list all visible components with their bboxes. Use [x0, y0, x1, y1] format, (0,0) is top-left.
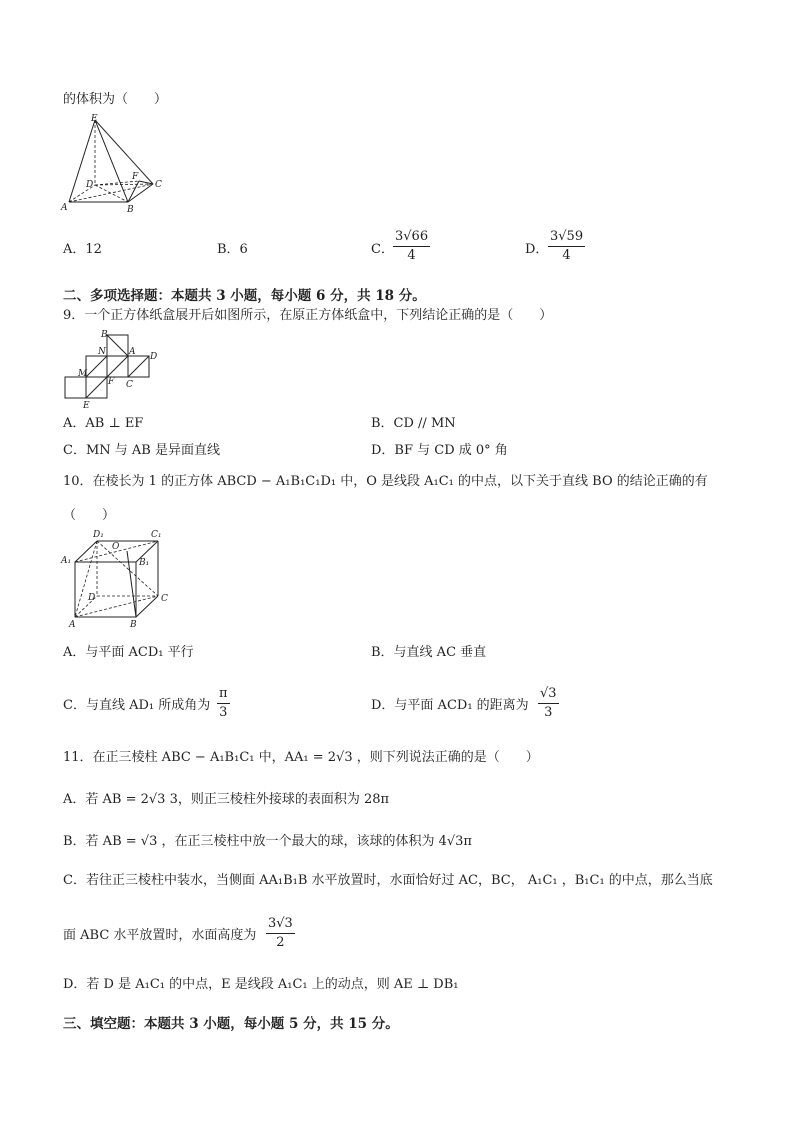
q8-option-b: B．6: [217, 242, 248, 257]
q9-label-E: E: [83, 401, 90, 411]
q8-option-d-letter: D．: [525, 242, 549, 257]
q11-option-c-numerator: 3√3: [266, 916, 295, 934]
q9-label-M: M: [78, 369, 88, 379]
q10-answer-paren: （ ）: [63, 508, 116, 523]
q11-option-c-line1: C．若往正三棱柱中装水，当侧面 AA₁B₁B 水平放置时，水面恰好过 AC，BC， A₁C₁ ，B₁C₁ 的中点，那么当底: [63, 873, 713, 888]
q9-cube-net-figure: [58, 326, 168, 412]
q8-stem-tail: 的体积为（ ）: [63, 92, 168, 107]
q9-option-c: C．MN 与 AB 是异面直线: [63, 443, 220, 458]
q10-label-C: C: [161, 594, 168, 604]
q10-option-d-fraction: [538, 686, 559, 721]
q9-label-D: D: [150, 352, 158, 362]
q8-label-C: C: [155, 180, 162, 190]
q8-label-D: D: [86, 180, 94, 190]
q9-label-A: A: [129, 347, 136, 357]
q9-option-b: B．CD // MN: [371, 416, 456, 431]
q11-stem: 11．在正三棱柱 ABC − A₁B₁C₁ 中，AA₁ = 2√3 ，则下列说法正确的是（ ）: [63, 750, 539, 765]
q10-label-D1: D₁: [93, 530, 104, 540]
q11-option-a: A．若 AB = 2√3 3，则正三棱柱外接球的表面积为 28π: [63, 792, 390, 807]
q10-cube-figure: [58, 527, 178, 633]
q10-option-d-numerator: √3: [538, 686, 559, 704]
section-2-heading: 二、多项选择题：本题共 3 小题，每小题 6 分，共 18 分。: [63, 288, 426, 304]
q8-label-F: F: [132, 172, 139, 182]
q8-option-d-fraction: [548, 229, 585, 264]
q9-label-N: N: [98, 347, 106, 357]
q11-option-d: D．若 D 是 A₁C₁ 的中点，E 是线段 A₁C₁ 上的动点，则 AE ⊥ DB₁: [63, 977, 459, 992]
q8-option-d-numerator: 3√59: [548, 229, 585, 247]
q10-label-A1: A₁: [61, 556, 72, 566]
q9-label-F: F: [108, 377, 115, 387]
q10-option-b: B．与直线 AC 垂直: [371, 645, 487, 660]
q10-label-B: B: [130, 620, 137, 630]
q10-label-B1: B₁: [139, 558, 150, 568]
q10-stem: 10．在棱长为 1 的正方体 ABCD − A₁B₁C₁D₁ 中，O 是线段 A₁C₁ 的中点，以下关于直线 BO 的结论正确的有: [63, 474, 708, 489]
q10-label-D: D: [88, 593, 96, 603]
q9-label-C: C: [126, 380, 133, 390]
q10-option-c-fraction: [217, 686, 230, 721]
q8-option-a: A．12: [63, 242, 102, 257]
q11-option-c-denominator: 2: [276, 935, 285, 950]
q9-option-d: D．BF 与 CD 成 0° 角: [371, 443, 508, 458]
q8-label-B: B: [127, 205, 134, 215]
q8-option-c-denominator: 4: [407, 248, 416, 263]
q8-option-c-fraction: [393, 229, 430, 264]
q10-option-a: A．与平面 ACD₁ 平行: [63, 645, 194, 660]
q8-label-A: A: [61, 203, 68, 213]
q9-label-B: B: [101, 330, 108, 340]
q10-label-O: O: [112, 542, 120, 552]
q10-label-A: A: [69, 620, 76, 630]
q9-stem: 9．一个正方体纸盒展开后如图所示，在原正方体纸盒中，下列结论正确的是（ ）: [63, 308, 553, 323]
q10-label-C1: C₁: [151, 530, 162, 540]
q9-option-a: A．AB ⊥ EF: [63, 416, 144, 431]
q11-option-c-fraction: [266, 916, 295, 951]
q8-pyramid-figure: [58, 113, 168, 217]
q10-option-c-numerator: π: [217, 686, 230, 704]
q10-option-d-text: D．与平面 ACD₁ 的距离为: [371, 698, 529, 713]
q8-option-c-letter: C．: [371, 242, 394, 257]
q11-option-b: B．若 AB = √3 ，在正三棱柱中放一个最大的球，该球的体积为 4√3π: [63, 834, 472, 849]
q8-option-c-numerator: 3√66: [393, 229, 430, 247]
section-3-heading: 三、填空题：本题共 3 小题，每小题 5 分，共 15 分。: [63, 1016, 399, 1032]
q10-option-c-denominator: 3: [219, 705, 228, 720]
q8-option-d-denominator: 4: [562, 248, 571, 263]
q10-option-d-denominator: 3: [544, 705, 553, 720]
q11-option-c-line2: 面 ABC 水平放置时，水面高度为: [63, 928, 257, 943]
q10-option-c-text: C．与直线 AD₁ 所成角为: [63, 698, 211, 713]
q8-label-E: E: [91, 114, 98, 124]
